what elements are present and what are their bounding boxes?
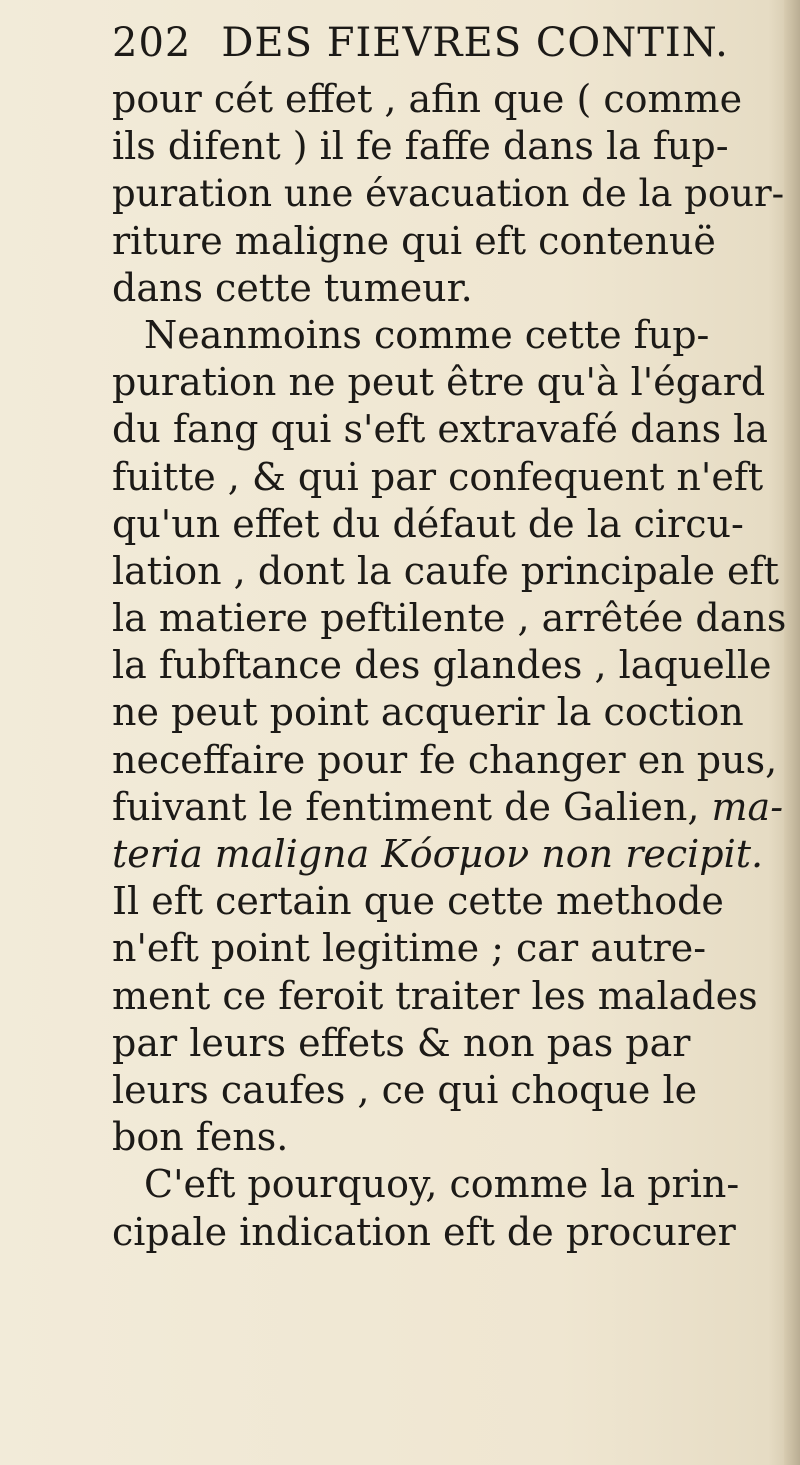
text-line-content: puration une évacuation de la pour- [112, 172, 785, 216]
text-line [112, 1067, 787, 1114]
text-line-content: lation , dont la caufe principale eft [112, 548, 779, 593]
text-line-italic-tail: ma- [711, 784, 784, 829]
text-line [112, 406, 787, 453]
text-line-content: C'eft pourquoy, comme la prin- [144, 1162, 740, 1207]
text-line-content: riture maligne qui eft contenuë [112, 218, 716, 263]
running-header [112, 20, 792, 80]
text-line [112, 737, 787, 784]
text-line [112, 1114, 787, 1161]
text-line [112, 76, 787, 123]
text-line-content: neceffaire pour fe changer en pus, [112, 737, 778, 782]
text-line-content: ils difent ) il fe faffe dans la fup- [112, 124, 729, 169]
text-line-content: cipale indication eft de procurer [112, 1209, 736, 1254]
text-line-content: Neanmoins comme cette fup- [144, 312, 710, 357]
text-line-content: ne peut point acquerir la coction [112, 690, 744, 735]
text-line-content: pour cét effet , afin que ( comme [112, 77, 743, 121]
text-line [112, 831, 787, 878]
text-line-content: fuivant le fentiment de Galien, [112, 784, 700, 829]
text-line [112, 265, 787, 312]
text-line-content: ment ce feroit traiter les malades [112, 973, 758, 1018]
text-line [112, 454, 787, 501]
text-line [112, 359, 787, 406]
text-line [112, 595, 787, 642]
text-line [112, 548, 787, 595]
text-line-content: teria maligna Κόσμον non recipit. [112, 832, 764, 876]
text-line [112, 878, 787, 925]
text-line [112, 925, 787, 972]
text-line-content: dans cette tumeur. [112, 265, 473, 310]
text-line [112, 501, 787, 548]
text-line [112, 312, 787, 359]
text-line-content: bon fens. [112, 1115, 289, 1160]
text-line-content: n'eft point legitime ; car autre- [112, 926, 707, 971]
text-line [112, 1020, 787, 1067]
text-line [112, 1209, 787, 1256]
text-line [112, 642, 787, 689]
text-line [112, 123, 787, 170]
page-number: 202 [112, 20, 192, 66]
text-line [112, 689, 787, 736]
text-line-content: fuitte , & qui par confequent n'eft [112, 454, 764, 499]
text-line-content: qu'un effet du défaut de la circu- [112, 501, 744, 546]
text-line-content: la fubftance des glandes , laquelle [112, 643, 772, 688]
text-line-content: Il eft certain que cette methode [112, 879, 724, 924]
text-line [112, 218, 787, 265]
text-line-content: du fang qui s'eft extravafé dans la [112, 407, 768, 452]
text-line [112, 1161, 787, 1208]
running-title: DES FIEVRES CONTIN. [221, 20, 729, 66]
text-line [112, 973, 787, 1020]
body-text [112, 76, 787, 1256]
text-line [112, 784, 787, 831]
text-line-content: la matiere peftilente , arrêtée dans [112, 596, 787, 641]
text-line [112, 170, 787, 217]
text-line-content: leurs caufes , ce qui choque le [112, 1067, 698, 1112]
text-line-content: par leurs effets & non pas par [112, 1020, 691, 1065]
text-line-content: puration ne peut être qu'à l'égard [112, 360, 766, 405]
